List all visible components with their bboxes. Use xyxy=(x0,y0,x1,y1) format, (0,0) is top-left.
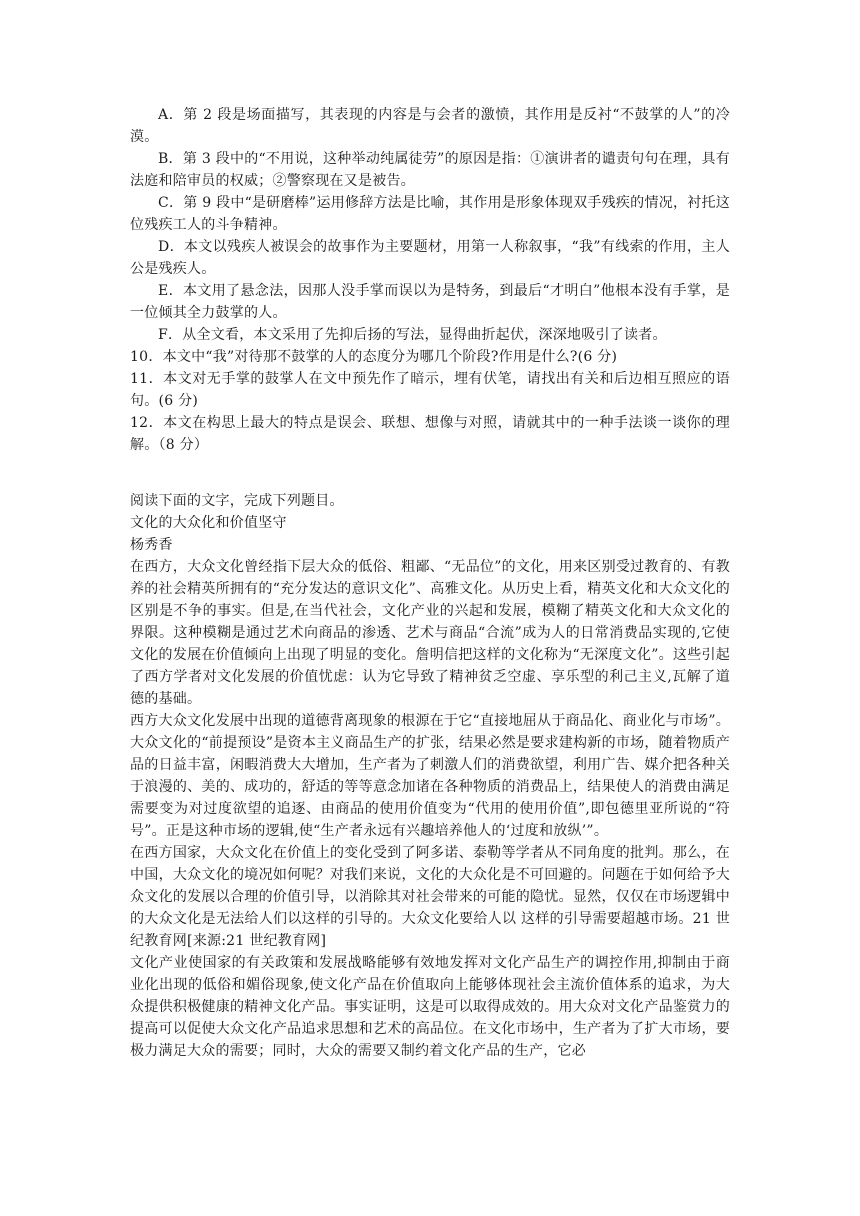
document-page xyxy=(130,104,730,1062)
question-10: 10．本文中“我”对待那不鼓掌的人的态度分为哪几个阶段?作用是什么?(6 分) xyxy=(130,349,618,365)
option-f: F．从全文看，本文采用了先抑后扬的写法，显得曲折起伏，深深地吸引了读者。 xyxy=(158,327,667,343)
article-paragraph: 在西方，大众文化曾经指下层大众的低俗、粗鄙、“无品位”的文化，用来区别受过教育的、有教养的社会精英所拥有的“充分发达的意识文化”、高雅文化。从历史上看，精英文化和大众文化的区别是不争的事实。但是,在当代社会，文化产业的兴起和发展，模糊了精英文化和大众文化的界限。这种模糊是通过艺术向商品的渗透、艺术与商品“合流”成为人的日常消费品实现的,它使文化的发展在价值倾向上出现了明显的变化。詹明信把这样的文化称为“无深度文化”。这些引起了西方学者对文化发展的价值忧虑：认为它导致了精神贫乏空虚、享乐型的利己主义,瓦解了道德的基础。 xyxy=(130,559,730,707)
question-list xyxy=(130,346,730,456)
reading-passage xyxy=(130,490,730,1062)
option-e: E．本文用了悬念法，因那人没手掌而误以为是特务，到最后“才明白”他根本没有手掌，是一位倾其全力鼓掌的人。 xyxy=(130,283,730,321)
question-12: 12．本文在构思上最大的特点是误会、联想、想像与对照，请就其中的一种手法谈一谈你的理解。（8 分） xyxy=(130,415,730,453)
option-b: B．第 3 段中的“不用说，这种举动纯属徒劳”的原因是指：①演讲者的谴责句句在理，具有法庭和陪审员的权威；②警察现在又是被告。 xyxy=(130,151,730,189)
question-options xyxy=(130,104,730,346)
article-paragraph: 西方大众文化发展中出现的道德背离现象的根源在于它“直接地屈从于商品化、商业化与市场”。大众文化的“前提预设”是资本主义商品生产的扩张，结果必然是要求建构新的市场，随着物质产品的日益丰富，闲暇消费大大增加，生产者为了刺激人们的消费欲望，利用广告、媒介把各种关于浪漫的、美的、成功的，舒适的等等意念加诸在各种物质的消费品上，结果使人的消费由满足需要变为对过度欲望的追逐、由商品的使用价值变为“代用的使用价值”,即包德里亚所说的“符号”。正是这种市场的逻辑,使“生产者永远有兴趣培养他人的‘过度和放纵’”。 xyxy=(130,713,730,839)
article-author: 杨秀香 xyxy=(130,537,173,553)
section-gap xyxy=(130,456,730,490)
article-paragraph: 在西方国家，大众文化在价值上的变化受到了阿多诺、泰勒等学者从不同角度的批判。那么，在中国，大众文化的境况如何呢？对我们来说，文化的大众化是不可回避的。问题在于如何给予大众文化的发展以合理的价值引导，以消除其对社会带来的可能的隐忧。显然，仅仅在市场逻辑中的大众文化是无法给人们以这样的引导的。大众文化要给人以 这样的引导需要超越市场。21 世纪教育网[来源:21 世纪教育网] xyxy=(130,845,730,949)
article-paragraph: 文化产业使国家的有关政策和发展战略能够有效地发挥对文化产品生产的调控作用,抑制由于商业化出现的低俗和媚俗现象,使文化产品在价值取向上能够体现社会主流价值体系的追求，为大众提供积极健康的精神文化产品。事实证明，这是可以取得成效的。用大众对文化产品鉴赏力的提高可以促使大众文化产品追求思想和艺术的高品位。在文化市场中，生产者为了扩大市场，要极力满足大众的需要；同时，大众的需要又制约着文化产品的生产，它必 xyxy=(130,955,730,1059)
question-11: 11．本文对无手掌的鼓掌人在文中预先作了暗示，埋有伏笔，请找出有关和后边相互照应的语句。(6 分) xyxy=(130,371,730,409)
option-a: A．第 2 段是场面描写，其表现的内容是与会者的激愤，其作用是反衬“不鼓掌的人”的冷漠。 xyxy=(130,107,730,145)
option-c: C．第 9 段中“是研磨棒”运用修辞方法是比喻，其作用是形象体现双手残疾的情况，衬托这位残疾工人的斗争精神。 xyxy=(130,195,730,233)
reading-instruction: 阅读下面的文字，完成下列题目。 xyxy=(130,493,344,509)
option-d: D．本文以残疾人被误会的故事作为主要题材，用第一人称叙事，“我”有线索的作用，主人公是残疾人。 xyxy=(130,239,730,277)
article-title: 文化的大众化和价值坚守 xyxy=(130,515,287,531)
